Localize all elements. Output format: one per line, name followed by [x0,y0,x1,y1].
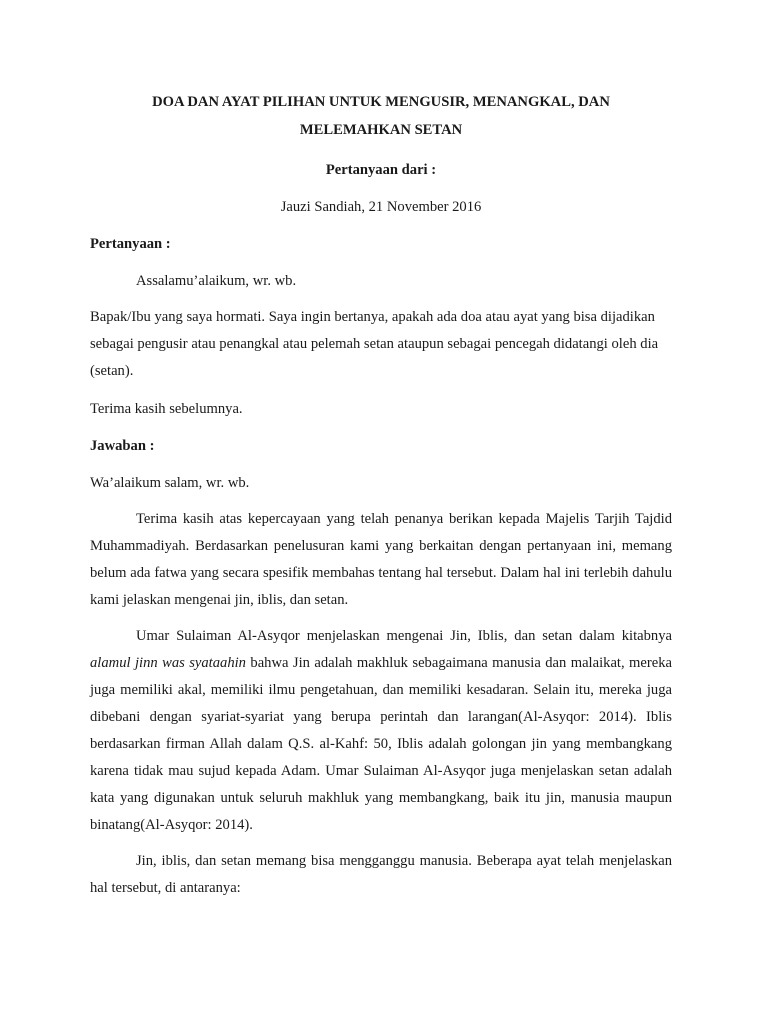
answer-heading: Jawaban : [90,438,155,454]
question-greeting: Assalamu’alaikum, wr. wb. [136,273,297,289]
document-page [90,88,672,902]
answer-paragraph-2-start: Umar Sulaiman Al-Asyqor menjelaskan mengenai Jin, Iblis, dan setan dalam kitabnya [136,628,672,644]
question-heading: Pertanyaan : [90,236,171,252]
question-thanks: Terima kasih sebelumnya. [90,401,243,417]
answer-paragraph-2-rest: bahwa Jin adalah makhluk sebagaimana manusia dan malaikat, mereka juga memiliki akal, memiliki ilmu pengetahuan, dan memiliki kesadaran. Selain itu, mereka juga dibebani dengan syariat-syariat yang berupa perintah dan larangan(Al-Asyqor: 2014). Iblis berdasarkan firman Allah dalam Q.S. al-Kahf: 50, Iblis adalah golongan jin yang membangkang karena tidak mau sujud kepada Adam. Umar Sulaiman Al-Asyqor juga menjelaskan setan adalah kata yang digunakan untuk seluruh makhluk yang membangkang, baik itu jin, manusia maupun binatang(Al-Asyqor: 2014). [90,655,672,833]
from-label: Pertanyaan dari : [325,162,437,178]
answer-paragraph-3: Jin, iblis, dan setan memang bisa mengganggu manusia. Beberapa ayat telah menjelaskan hal tersebut, di antaranya: [90,853,672,896]
document-title [90,88,672,144]
title-line-1: DOA DAN AYAT PILIHAN UNTUK MENGUSIR, MENANGKAL, DAN [152,94,610,110]
answer-paragraph-1: Terima kasih atas kepercayaan yang telah penanya berikan kepada Majelis Tarjih Tajdid Muhammadiyah. Berdasarkan penelusuran kami yang berkaitan dengan pertanyaan ini, memang belum ada fatwa yang secara spesifik membahas tentang hal tersebut. Dalam hal ini terlebih dahulu kami jelaskan mengenai jin, iblis, dan setan. [90,511,672,608]
answer-paragraph-2 [90,623,672,839]
answer-greeting: Wa’alaikum salam, wr. wb. [90,475,250,491]
title-line-2: MELEMAHKAN SETAN [299,122,463,138]
book-title: alamul jinn was syataahin [90,655,246,671]
question-body: Bapak/Ibu yang saya hormati. Saya ingin bertanya, apakah ada doa atau ayat yang bisa dijadikan sebagai pengusir atau penangkal atau pelemah setan ataupun sebagai pencegah didatangi oleh dia (setan). [90,309,659,379]
from-value: Jauzi Sandiah, 21 November 2016 [280,199,482,215]
